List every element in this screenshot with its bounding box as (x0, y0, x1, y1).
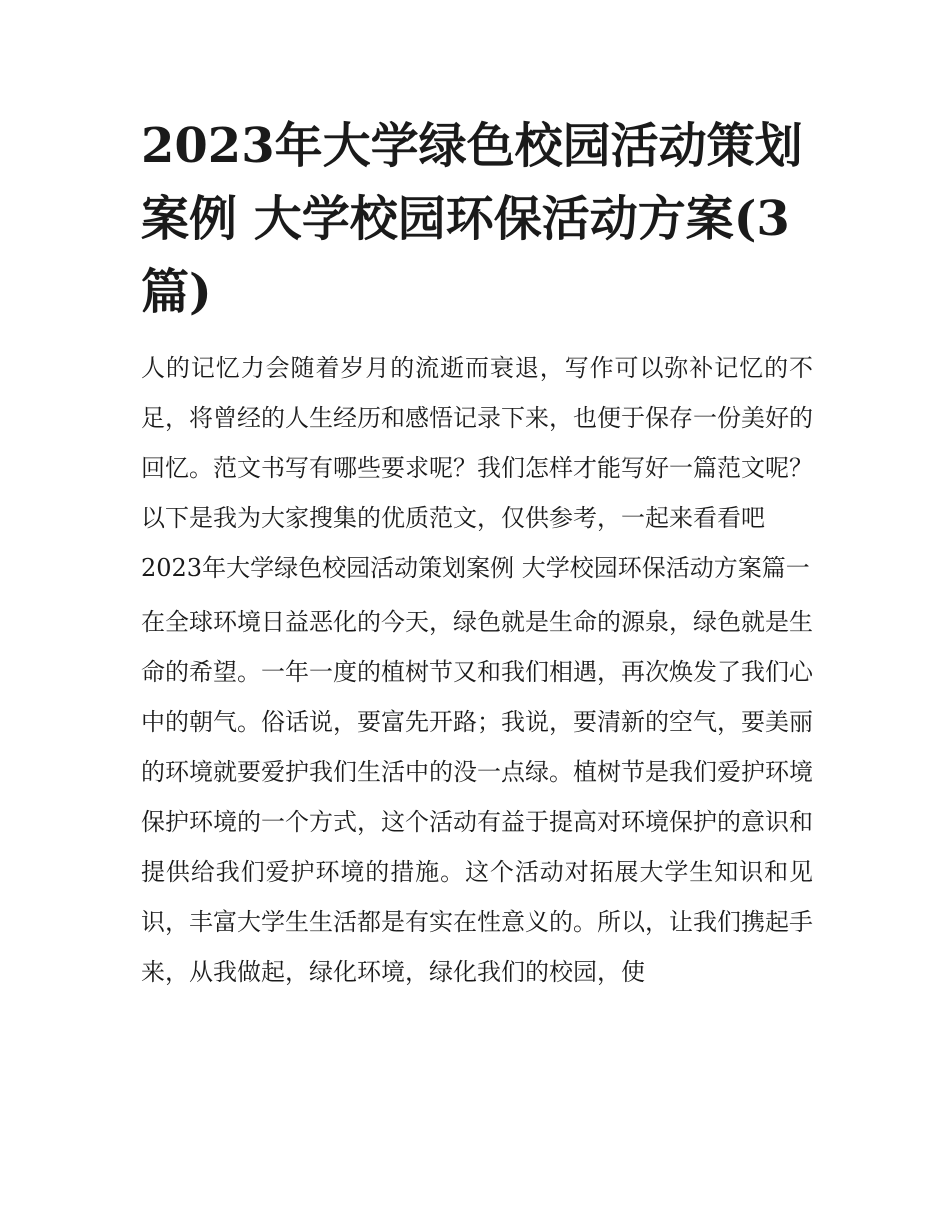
body-paragraph: 在全球环境日益恶化的今天，绿色就是生命的源泉，绿色就是生命的希望。一年一度的植树节又和我们相遇，再次焕发了我们心中的朝气。俗话说，要富先开路；我说，要清新的空气，要美丽的环境就要爱护我们生活中的没一点绿。植树节是我们爱护环境保护环境的一个方式，这个活动有益于提高对环境保护的意识和提供给我们爱护环境的措施。这个活动对拓展大学生知识和见识，丰富大学生生活都是有实在性意义的。所以，让我们携起手来，从我做起，绿化环境，绿化我们的校园，使 (141, 608, 813, 986)
section-heading: 2023年大学绿色校园活动策划案例 大学校园环保活动方案篇一 (141, 554, 810, 582)
document-page (141, 110, 813, 997)
document-title: 2023年大学绿色校园活动策划案例 大学校园环保活动方案(3篇) (141, 118, 803, 320)
intro-paragraph: 人的记忆力会随着岁月的流逝而衰退，写作可以弥补记忆的不足，将曾经的人生经历和感悟记录下来，也便于保存一份美好的回忆。范文书写有哪些要求呢？我们怎样才能写好一篇范文呢？以下是我为大家搜集的优质范文，仅供参考，一起来看看吧 (141, 354, 813, 532)
